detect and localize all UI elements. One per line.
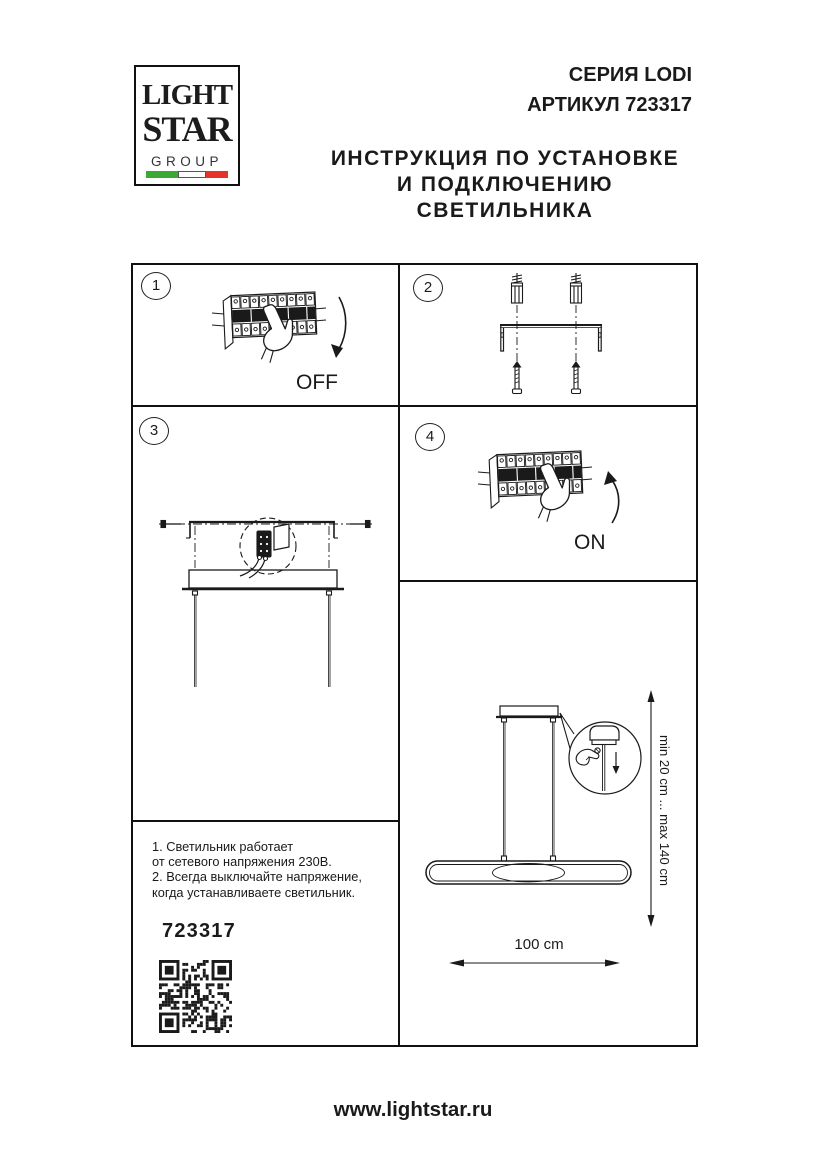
grid-border-bottom	[131, 1045, 698, 1047]
flag-white-segment	[178, 171, 206, 178]
article-number: 723317	[162, 920, 236, 942]
flag-green-segment	[146, 171, 178, 178]
note-line: 1. Светильник работает	[152, 839, 294, 854]
step-panel-3	[133, 407, 398, 820]
brand-logo	[134, 65, 240, 186]
logo-group-text: GROUP	[150, 154, 223, 169]
header-series-block	[527, 60, 692, 120]
footer-website: www.lightstar.ru	[333, 1098, 493, 1121]
article-title: АРТИКУЛ 723317	[527, 94, 692, 116]
logo-light-text: LIGHT	[141, 79, 233, 111]
flag-red-segment	[206, 171, 228, 178]
note-line: 2. Всегда выключайте напряжение,	[152, 869, 362, 885]
series-title: СЕРИЯ LODI	[568, 64, 692, 86]
grid-border-right	[696, 263, 698, 1047]
step-number-badge: 4	[415, 423, 445, 451]
italy-flag	[146, 171, 228, 178]
instruction-line-2: И ПОДКЛЮЧЕНИЮ СВЕТИЛЬНИКА	[396, 173, 614, 222]
breaker-off-illustration	[133, 265, 398, 405]
step-number-badge: 2	[413, 274, 443, 302]
step-number-badge: 3	[139, 417, 169, 445]
instruction-grid	[131, 263, 698, 1047]
qr-code	[159, 960, 232, 1033]
on-label: ON	[574, 531, 606, 554]
note-line: когда устанавливаете светильник.	[152, 884, 355, 900]
safety-notes-panel	[133, 822, 398, 1045]
instruction-line-1: ИНСТРУКЦИЯ ПО УСТАНОВКЕ	[330, 147, 680, 170]
instruction-title	[305, 146, 705, 224]
pendant-lamp-illustration	[400, 582, 696, 1045]
mounting-hardware-illustration	[400, 265, 696, 405]
pendant-lamp-panel	[400, 582, 696, 1045]
off-label: OFF	[296, 371, 338, 394]
safety-notes	[152, 839, 362, 900]
step-panel-1	[133, 265, 398, 405]
logo-star-text: STAR	[142, 109, 232, 149]
vertical-dimension-label: min 20 cm ... max 140 cm	[657, 735, 672, 886]
step-number-badge: 1	[141, 272, 171, 300]
canopy-mounting-illustration	[133, 407, 398, 820]
horizontal-dimension-label: 100 cm	[514, 936, 564, 953]
note-line: от сетевого напряжения 230В.	[152, 854, 332, 870]
breaker-on-illustration	[400, 407, 696, 580]
step-panel-2	[400, 265, 696, 405]
step-panel-4	[400, 407, 696, 580]
